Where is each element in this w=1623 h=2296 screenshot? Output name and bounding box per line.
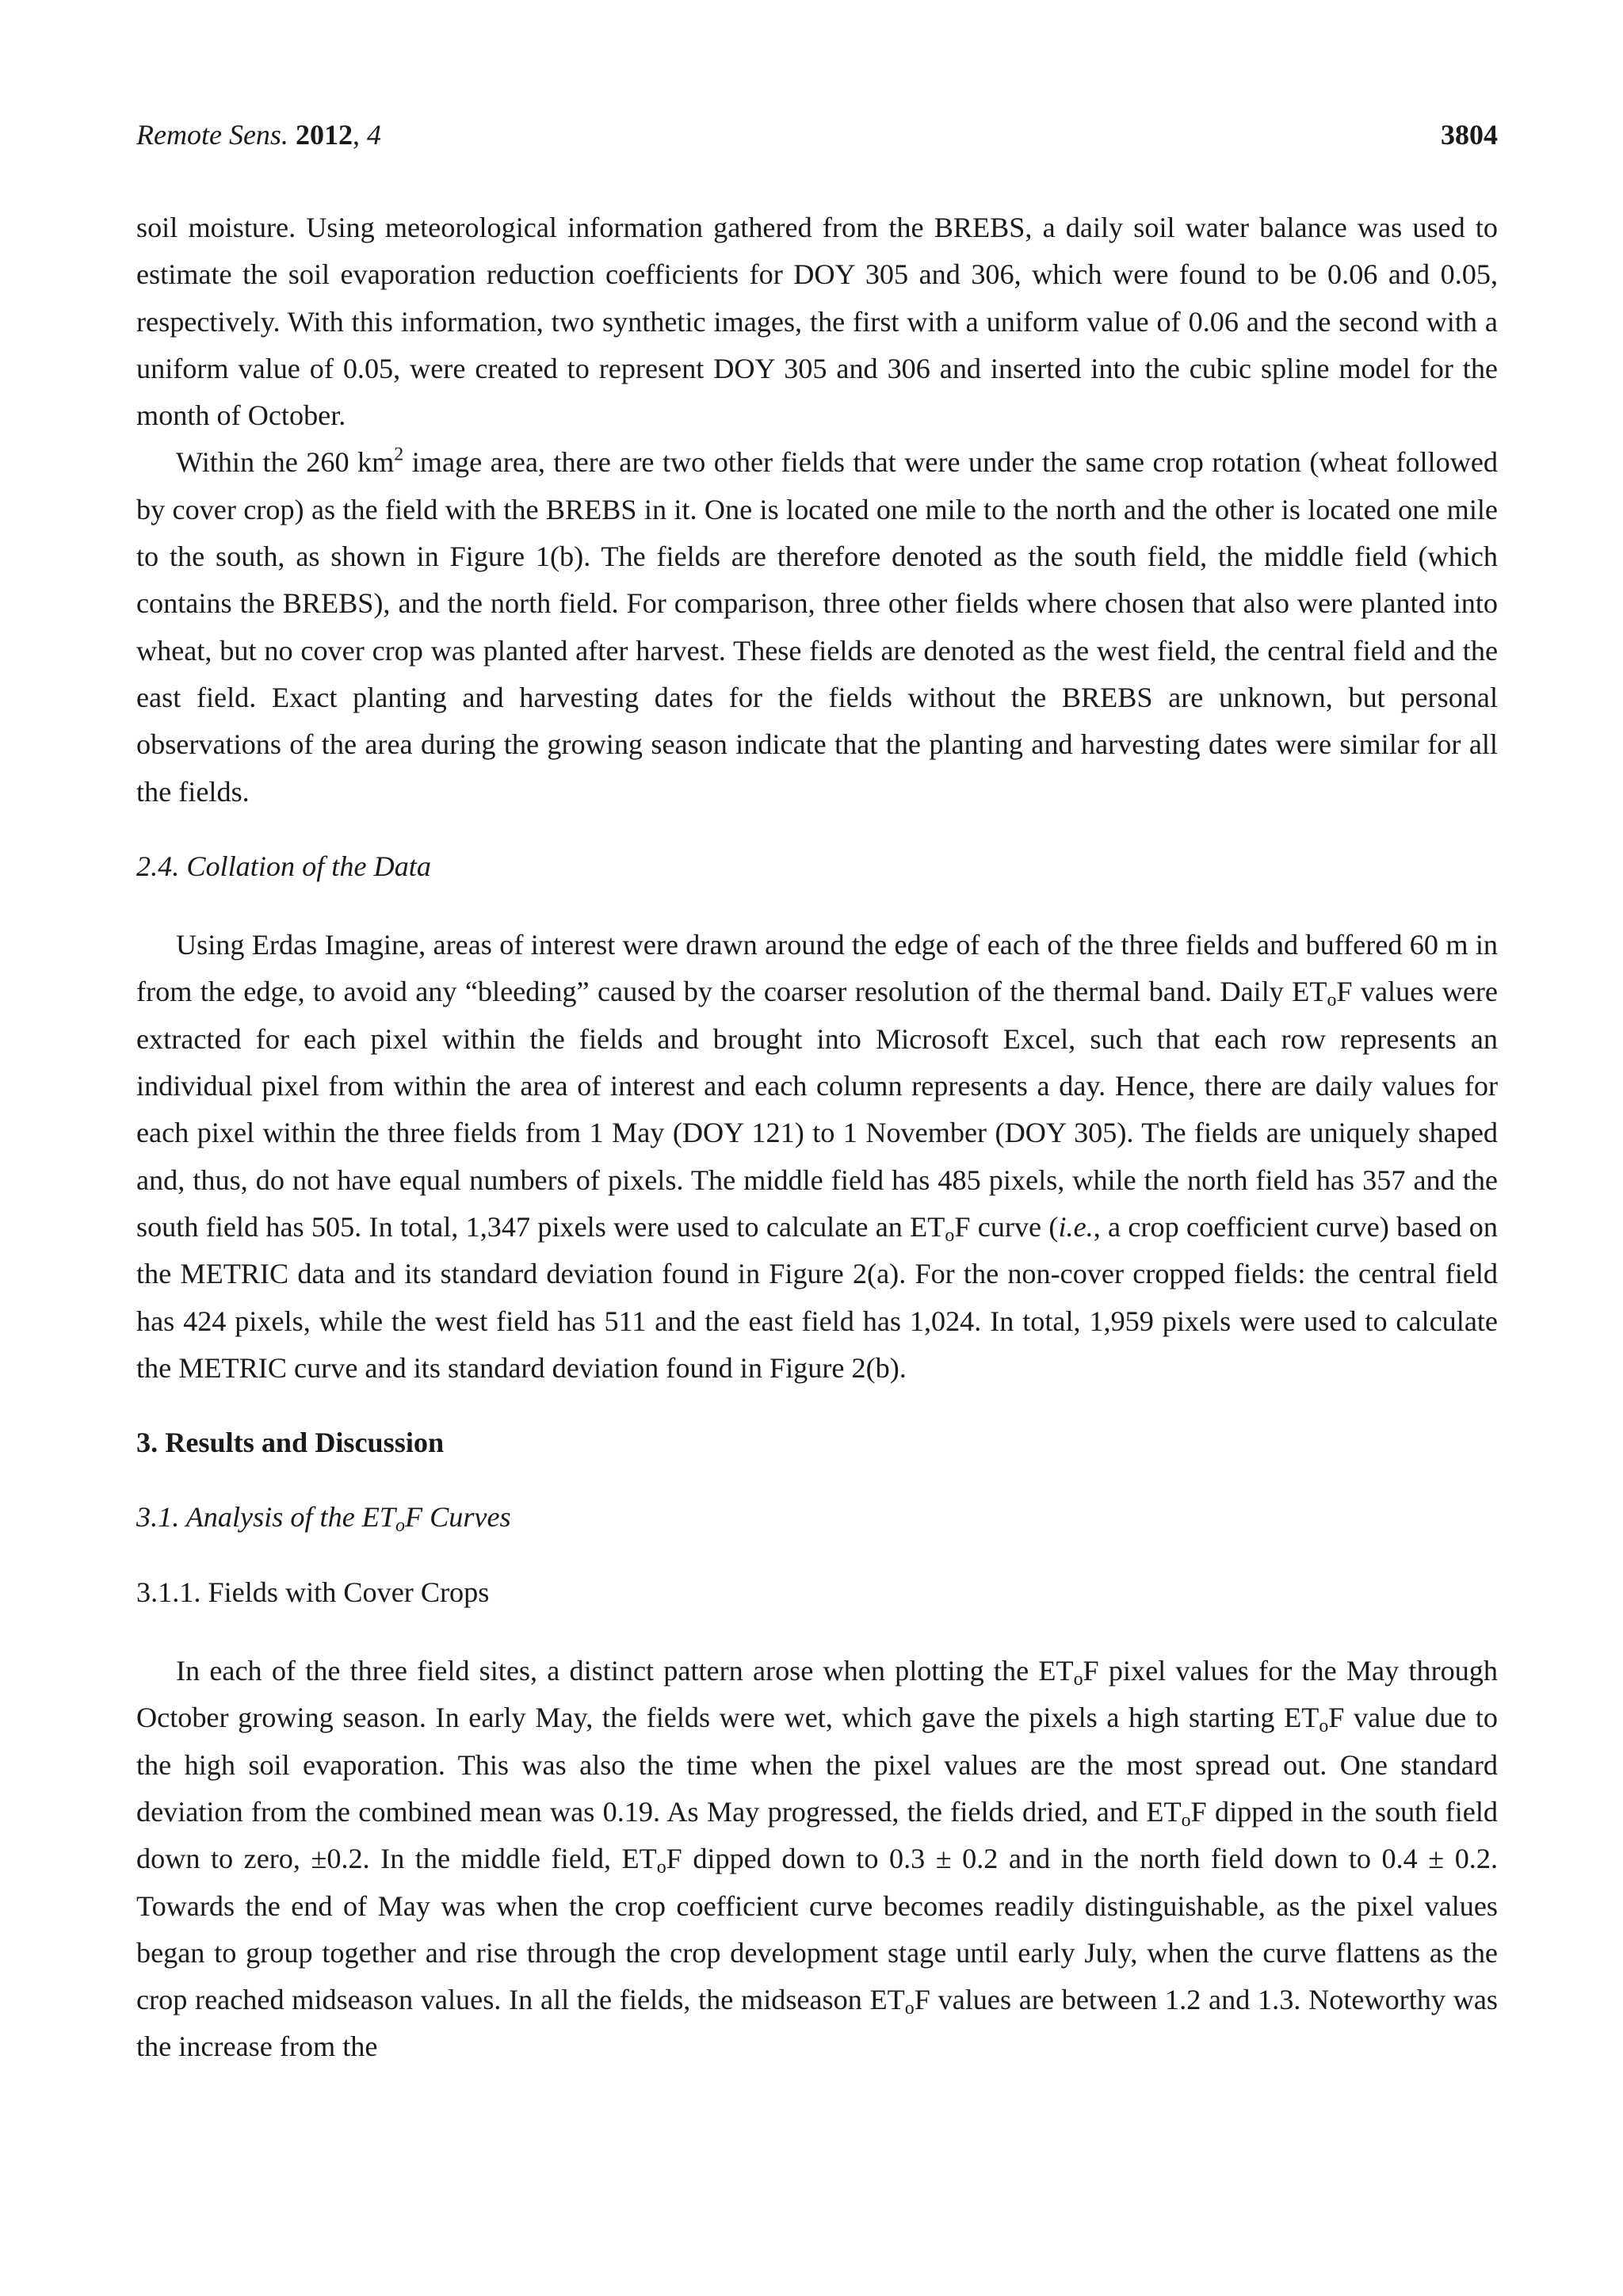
paragraph-continued: soil moisture. Using meteorological information gathered from the BREBS, a daily soil water balance was used to estimate the soil evaporation reduction coefficients for DOY 305 and 306, which were found to be 0.06 and 0.05, respectively. With this information, two synthetic images, the first with a uniform value of 0.06 and the second with a uniform value of 0.05, were created to represent DOY 305 and 306 and inserted into the cubic spline model for the month of October. bbox=[136, 212, 1498, 432]
paragraph-cover-crops: In each of the three field sites, a distinct pattern arose when plotting the $ET_oF$ pixel values for the May through October growing season. In early May, the fields were wet, which gave the pixels a high starting $ET_oF$ value due to the high soil evaporation. This was also the time when the pixel values are the most spread out. One standard deviation from the combined mean was 0.19. As May progressed, the fields dried, and $ET_oF$ dipped in the south field down to zero, ±0.2. In the middle field, $ET_oF$ dipped down to 0.3 ± 0.2 and in the north field down to 0.4 ± 0.2. Towards the end of May was when the crop coefficient curve becomes readily distinguishable, as the pixel values began to group together and rise through the crop development stage until early July, when the curve flattens as the crop reached midseason values. In all the fields, the midseason $ET_oF$ values are between 1.2 and 1.3. Noteworthy was the increase from the bbox=[136, 1655, 1498, 2063]
section-heading-3-1-1: 3.1.1. Fields with Cover Crops bbox=[136, 1576, 490, 1608]
section-heading-2-4: 2.4. Collation of the Data bbox=[136, 850, 431, 882]
running-header: Remote Sens. 2012, 4 3804 bbox=[136, 119, 1498, 151]
paragraph-collation: Using Erdas Imagine, areas of interest were drawn around the edge of each of the three fields and buffered 60 m in from the edge, to avoid any “bleeding” caused by the coarser resolution of the thermal band. Daily $ET_oF$ values were extracted for each pixel within the fields and brought into Microsoft Excel, such that each row represents an individual pixel from within the area of interest and each column represents a day. Hence, there are daily values for each pixel within the three fields from 1 May (DOY 121) to 1 November (DOY 305). The fields are uniquely shaped and, thus, do not have equal numbers of pixels. The middle field has 485 pixels, while the north field has 357 and the south field has 505. In total, 1,347 pixels were used to calculate an $ET_oF$ curve (i.e., a crop coefficient curve) based on the METRIC data and its standard deviation found in Figure 2(a). For the non-cover cropped fields: the central field has 424 pixels, while the west field has 511 and the east field has 1,024. In total, 1,959 pixels were used to calculate the METRIC curve and its standard deviation found in Figure 2(b). bbox=[136, 929, 1498, 1384]
section-heading-3-1: 3.1. Analysis of the $ET_oF$ Curves bbox=[136, 1501, 511, 1537]
body-text bbox=[136, 204, 1498, 2071]
paragraph-fields: Within the 260 $km^2$ image area, there are two other fields that were under the same crop rotation (wheat followed by cover crop) as the field with the BREBS in it. One is located one mile to the north and the other is located one mile to the south, as shown in Figure 1(b). The fields are therefore denoted as the south field, the middle field (which contains the BREBS), and the north field. For comparison, three other fields where chosen that also were planted into wheat, but no cover crop was planted after harvest. These fields are denoted as the west field, the central field and the east field. Exact planting and harvesting dates for the fields without the BREBS are unknown, but personal observations of the area during the growing season indicate that the planting and harvesting dates were similar for all the fields. bbox=[136, 445, 1498, 808]
journal-volume: 4 bbox=[366, 119, 381, 151]
page-number: 3804 bbox=[1441, 119, 1498, 151]
journal-year: 2012 bbox=[295, 119, 353, 151]
journal-name: Remote Sens. bbox=[136, 119, 288, 151]
section-heading-3: 3. Results and Discussion bbox=[136, 1427, 445, 1459]
